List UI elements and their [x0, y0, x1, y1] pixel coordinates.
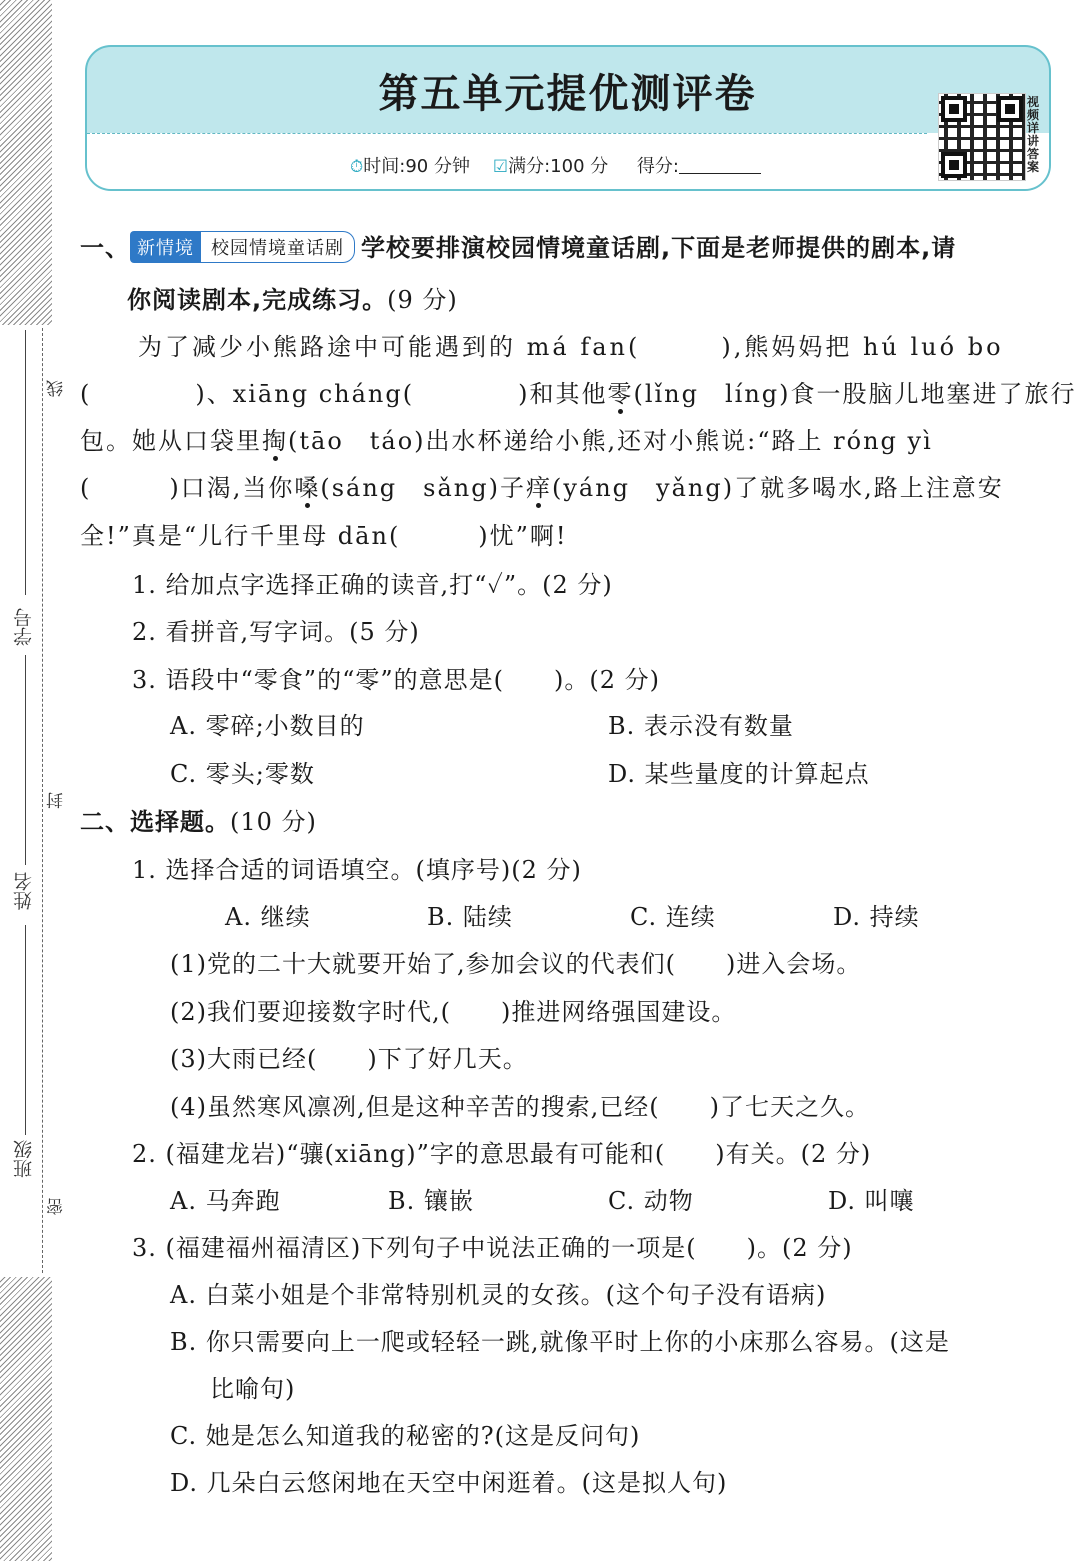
passage-line4: ( )口渴,当你嗓(sáng sǎng)子痒(yáng yǎng)了就多喝水,路上注意安 [80, 474, 1004, 502]
dotted-char: 掏 [262, 427, 288, 455]
binding-cut-line [42, 328, 43, 1273]
s1-question-1: 1. 给加点字选择正确的读音,打“✓”。(2 分) [132, 571, 613, 599]
s2-question-1: 1. 选择合适的词语填空。(填序号)(2 分) [132, 856, 582, 884]
time-limit: 时间:90 分钟 [363, 156, 470, 177]
s2-q3-option-b-cont: 比喻句) [210, 1375, 296, 1403]
s2-q3-option-a[interactable]: A. 白菜小姐是个非常特别机灵的女孩。(这个句子没有语病) [170, 1281, 827, 1309]
binding-hatch-top [0, 0, 52, 325]
context-tag-topic: 校园情境童话剧 [201, 231, 355, 263]
exam-meta [350, 152, 761, 178]
dotted-char: 痒 [525, 474, 552, 502]
s1-question-3: 3. 语段中“零食”的“零”的意思是( )。(2 分) [132, 666, 660, 694]
student-number-blank[interactable] [25, 330, 26, 595]
s2-q1-option-c[interactable]: C. 连续 [630, 903, 716, 931]
binding-mark-xian: 线 [47, 380, 67, 397]
s1-q3-option-c[interactable]: C. 零头;零数 [170, 760, 315, 788]
dotted-char: 嗓 [294, 474, 321, 502]
passage-line3: 包。她从口袋里掏(tāo táo)出水杯递给小熊,还对小熊说:“路上 róng yì [80, 427, 933, 455]
s2-q1-sentence-4: (4)虽然寒风凛冽,但是这种辛苦的搜索,已经( )了七天之久。 [170, 1093, 870, 1121]
class-blank[interactable] [25, 925, 26, 1135]
s2-q2-option-d[interactable]: D. 叫嚷 [828, 1187, 915, 1215]
passage-line1: 为了减少小熊路途中可能遇到的 má fan( ),熊妈妈把 hú luó bo [138, 333, 1004, 361]
dotted-char: 零 [607, 380, 634, 408]
name-blank[interactable] [25, 655, 26, 865]
s2-q1-sentence-1: (1)党的二十大就要开始了,参加会议的代表们( )进入会场。 [170, 950, 862, 978]
s1-q3-option-d[interactable]: D. 某些量度的计算起点 [608, 760, 870, 788]
check-circle-icon: ☑ [492, 157, 509, 177]
s2-q1-option-d[interactable]: D. 持续 [833, 903, 920, 931]
s1-q3-option-b[interactable]: B. 表示没有数量 [608, 712, 794, 740]
context-tag [130, 231, 355, 263]
page-title: 第五单元提优测评卷 [378, 70, 757, 117]
binding-mark-mi: 密 [47, 1198, 67, 1215]
context-tag-type: 新情境 [130, 231, 201, 263]
s2-q1-option-b[interactable]: B. 陆续 [427, 903, 513, 931]
binding-hatch-bottom [0, 1277, 52, 1561]
section2-heading: 二、选择题。(10 分) [80, 808, 317, 836]
s2-q1-option-a[interactable]: A. 继续 [225, 903, 311, 931]
s2-q3-option-b[interactable]: B. 你只需要向上一爬或轻轻一跳,就像平时上你的小床那么容易。(这是 [170, 1328, 950, 1356]
s2-q2-option-c[interactable]: C. 动物 [608, 1187, 694, 1215]
s2-q3-option-c[interactable]: C. 她是怎么知道我的秘密的?(这是反问句) [170, 1422, 641, 1450]
passage-line2: ( )、xiāng cháng( )和其他零(lǐng líng)食一股脑儿地塞进了旅行 [80, 380, 1077, 408]
score-blank[interactable] [679, 173, 761, 174]
s2-q3-option-d[interactable]: D. 几朵白云悠闲地在天空中闲逛着。(这是拟人句) [170, 1469, 728, 1497]
section1-intro-line1: 学校要排演校园情境童话剧,下面是老师提供的剧本,请 [361, 234, 957, 262]
passage-line5: 全!”真是“儿行千里母 dān( )忧”啊! [80, 522, 568, 550]
qr-code[interactable] [938, 93, 1026, 181]
section1-intro-line2: 你阅读剧本,完成练习。(9 分) [127, 286, 458, 314]
qr-caption: 视频详讲答案 [1027, 95, 1040, 174]
full-score: 满分:100 分 [508, 156, 609, 177]
section1-number: 一、 [80, 234, 130, 262]
s2-question-3: 3. (福建福州福清区)下列句子中说法正确的一项是( )。(2 分) [132, 1234, 853, 1262]
s2-question-2: 2. (福建龙岩)“骧(xiāng)”字的意思最有可能和( )有关。(2 分) [132, 1140, 872, 1168]
s2-q2-option-b[interactable]: B. 镶嵌 [388, 1187, 474, 1215]
s2-q1-sentence-3: (3)大雨已经( )下了好几天。 [170, 1045, 528, 1073]
s2-q2-option-a[interactable]: A. 马奔跑 [170, 1187, 281, 1215]
name-label: 姓名 [13, 872, 35, 910]
s1-question-2: 2. 看拼音,写字词。(5 分) [132, 618, 420, 646]
section1-heading [80, 228, 956, 263]
class-label: 班级 [13, 1140, 35, 1178]
score-got-label: 得分: [636, 156, 679, 177]
s1-q3-option-a[interactable]: A. 零碎;小数目的 [170, 712, 365, 740]
student-number-label: 学号 [13, 608, 35, 646]
clock-icon: ⏱ [350, 157, 364, 177]
binding-mark-feng: 封 [47, 792, 67, 809]
s2-q1-sentence-2: (2)我们要迎接数字时代,( )推进网络强国建设。 [170, 998, 737, 1026]
